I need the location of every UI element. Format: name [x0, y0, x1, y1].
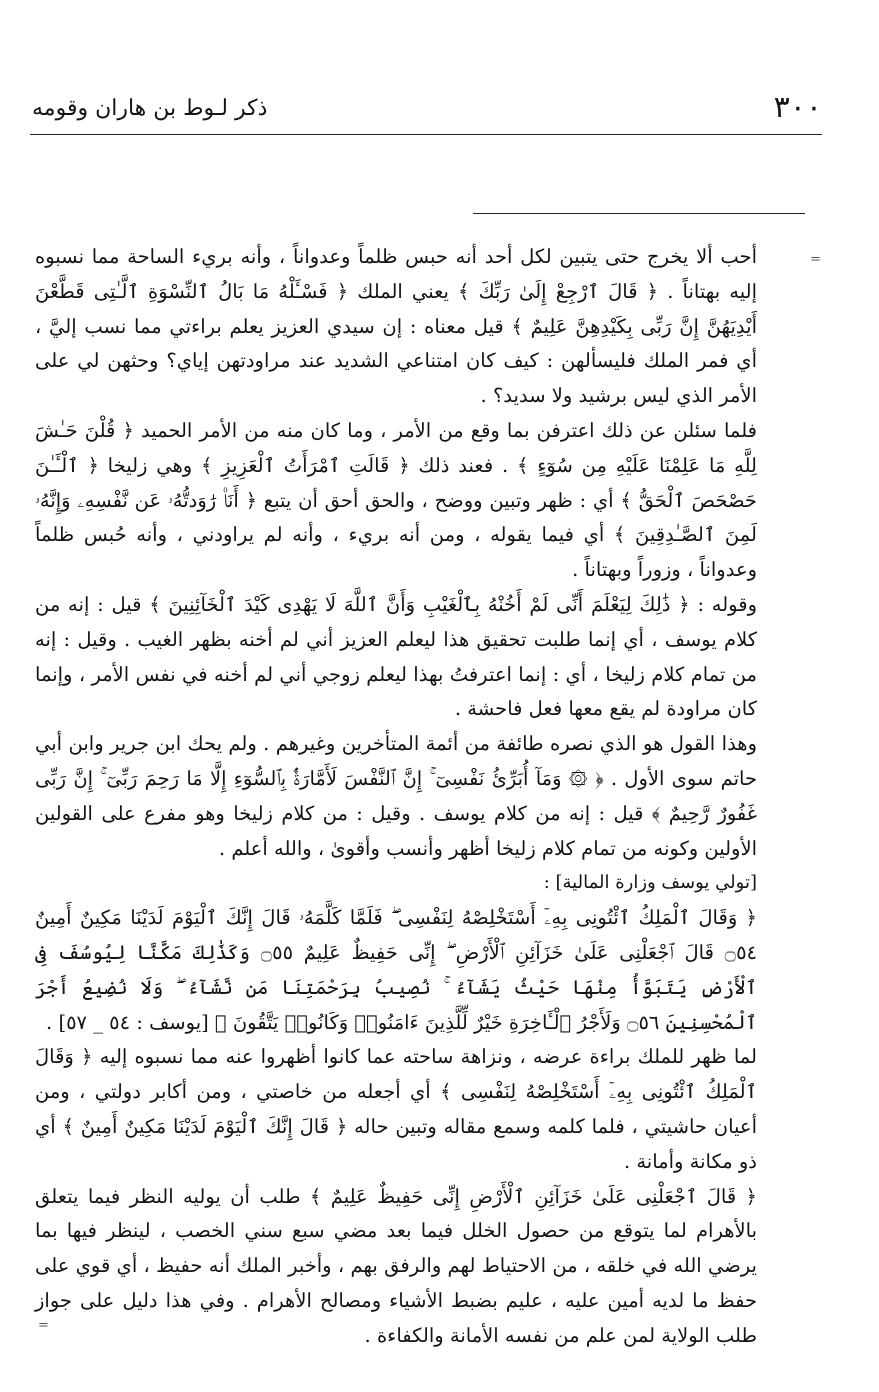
paragraph: وهذا القول هو الذي نصره طائفة من أئمة المتأخرين وغيرهم . ولم يحك ابن جرير وابن أبي حاتم سوى الأول . ﴿ ۞ وَمَآ أُبَرِّئُ نَفْسِىٓ ۚ إِنَّ ٱلنَّفْسَ لَأَمَّارَةٌۢ بِٱلسُّوٓءِ إِلَّا مَا رَحِمَ رَبِّىٓ ۚ إِنَّ رَبِّى غَفُورٌ رَّحِيمٌ ﴾ قيل : إنه من كلام يوسف . وقيل : من كلام زليخا وهو مفرع على القولين الأولين وكونه من تمام كلام زليخا أظهر وأنسب وأقوىٰ ، والله أعلم .	[35, 732, 757, 860]
paragraph: فلما سئلن عن ذلك اعترفن بما وقع من الأمر ، وما كان منه من الأمر الحميد ﴿ قُلْنَ حَـٰشَ لِلَّهِ مَا عَلِمْنَا عَلَيْهِ مِن سُوٓءٍ ﴾ . فعند ذلك ﴿ قَالَتِ ٱمْرَأَتُ ٱلْعَزِيزِ ﴾ وهي زليخا ﴿ ٱلْـَٔـٰنَ حَصْحَصَ ٱلْحَقُّ ﴾ أي : ظهر وتبين ووضح ، والحق أحق أن يتبع ﴿ أَنَا۠ رَٰوَدتُّهُۥ عَن نَّفْسِهِۦ وَإِنَّهُۥ لَمِنَ ٱلصَّـٰدِقِينَ ﴾ أي فيما يقوله ، ومن أنه بريء ، وأنه لم يراودني ، وأنه حُبس ظلماً وعدواناً ، وزوراً وبهتاناً .	[35, 418, 757, 582]
quran-verse-block: ﴿ وَقَالَ ٱلْمَلِكُ ٱئْتُونِى بِهِۦٓ أَسْتَخْلِصْهُ لِنَفْسِى ۖ فَلَمَّا كَلَّمَهُۥ قَالَ إِنَّكَ ٱلْيَوْمَ لَدَيْنَا مَكِينٌ أَمِينٌ ۝٥٤ قَالَ ٱجْعَلْنِى عَلَىٰ خَزَآئِنِ ٱلْأَرْضِ ۖ إِنِّى حَفِيظٌ عَلِيمٌ ۝٥٥ وَكَذَٰلِكَ مَكَّنَّا لِيُوسُفَ فِى ٱلْأَرْضِ يَتَبَوَّأُ مِنْهَا حَيْثُ يَشَآءُ ۚ نُصِيبُ بِرَحْمَتِنَا مَن نَّشَآءُ ۖ وَلَا نُضِيعُ أَجْرَ ٱلْمُحْسِنِينَ ۝٥٦ وَلَأَجْرُ ٱلْـَٔاخِرَةِ خَيْرٌ لِّلَّذِينَ ءَامَنُوا۟ وَكَانُوا۟ يَتَّقُونَ ﴾ [يوسف : ٥٤ _ ٥٧] .	[35, 906, 758, 1034]
paragraph: ﴿ قَالَ ٱجْعَلْنِى عَلَىٰ خَزَآئِنِ ٱلْأَرْضِ إِنِّى حَفِيظٌ عَلِيمٌ ﴾ طلب أن يوليه النظر فيما يتعلق بالأهرام لما يتوقع من حصول الخلل فيما بعد مضي سبع سني الخصب ، لينظر فيها بما يرضي الله في خلقه ، من الاحتياط لهم والرفق بهم ، وأخبر الملك أنه حفيظ ، أي قوي على حفظ ما لديه أمين عليه ، عليم بضبط الأشياء ومصالح الأهرام . وفي هذا دليل على جواز طلب الولاية لمن علم من نفسه الأمانة والكفاءة .	[35, 1184, 757, 1347]
separator-rule	[473, 213, 805, 214]
running-title: ذكر لـوط بن هاران وقومه	[32, 96, 268, 121]
page-header	[30, 88, 822, 135]
page-number: ٣٠٠	[773, 90, 822, 125]
paragraph: وقوله : ﴿ ذَٰلِكَ لِيَعْلَمَ أَنِّى لَمْ أَخُنْهُ بِٱلْغَيْبِ وَأَنَّ ٱللَّهَ لَا يَهْدِى كَيْدَ ٱلْخَآئِنِينَ ﴾ قيل : إنه من كلام يوسف ، أي إنما طلبت تحقيق هذا ليعلم العزيز أني لم أخنه بظهر الغيب . وقيل : إنه من تمام كلام زليخا ، أي : إنما اعترفتُ بهذا ليعلم زوجي أني لم أخنه في نفس الأمر ، وإنما كان مراودة لم يقع معها فعل فاحشة .	[35, 592, 757, 721]
body-text	[35, 240, 757, 1354]
paragraph: لما ظهر للملك براءة عرضه ، ونزاهة ساحته عما كانوا أظهروا عنه مما نسبوه إليه ﴿ وَقَالَ ٱلْمَلِكُ ٱئْتُونِى بِهِۦٓ أَسْتَخْلِصْهُ لِنَفْسِى ﴾ أي أجعله من خاصتي ، ومن أكابر دولتي ، ومن أعيان حاشيتي ، فلما كلمه وسمع مقاله وتبين حاله ﴿ قَالَ إِنَّكَ ٱلْيَوْمَ لَدَيْنَا مَكِينٌ أَمِينٌ ﴾ أي ذو مكانة وأمانة .	[35, 1045, 757, 1173]
paragraph: أحب ألا يخرج حتى يتبين لكل أحد أنه حبس ظلماً وعدواناً ، وأنه بريء الساحة مما نسبوه إليه بهتاناً . ﴿ قَالَ ٱرْجِعْ إِلَىٰ رَبِّكَ ﴾ يعني الملك ﴿ فَسْـَٔلْهُ مَا بَالُ ٱلنِّسْوَةِ ٱلَّـٰتِى قَطَّعْنَ أَيْدِيَهُنَّ إِنَّ رَبِّى بِكَيْدِهِنَّ عَلِيمٌ ﴾ قيل معناه : إن سيدي العزيز يعلم براءتي مما نسب إليَّ ، أي فمر الملك فليسألهن : كيف كان امتناعي الشديد عند مراودتهن إياي؟ وحثهن لي على الأمر الذي ليس برشيد ولا سديد؟ .	[35, 245, 757, 408]
margin-mark-top: =	[810, 252, 821, 267]
margin-mark-bottom: =	[38, 1318, 49, 1333]
section-heading: [تولي يوسف وزارة المالية] :	[543, 872, 757, 894]
